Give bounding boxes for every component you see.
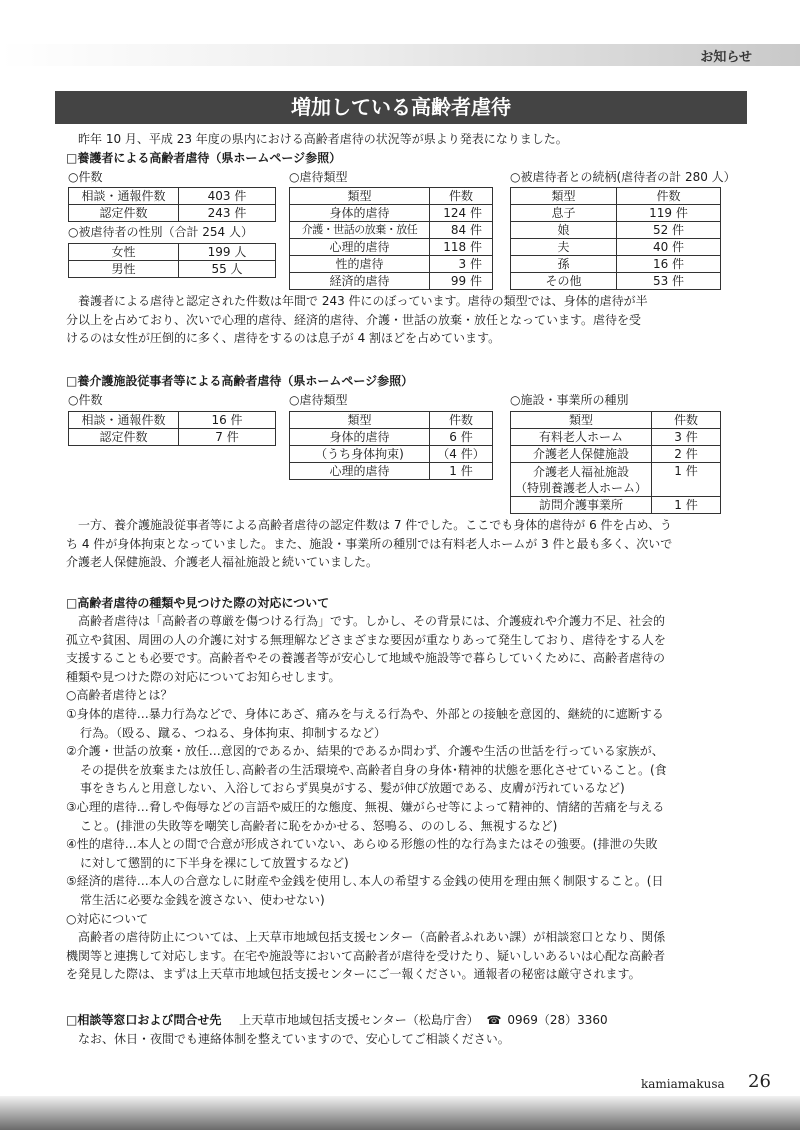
table-row [290, 256, 493, 273]
paragraph-line: けるのは女性が圧倒的に多く、虐待をするのは息子が 4 割ほどを占めています。 [66, 331, 501, 346]
cell: 16 件 [179, 412, 276, 429]
cell [511, 463, 652, 497]
cell: 3 件 [652, 429, 721, 446]
body-line: 常生活に必要な金銭を渡さない、使わせない) [80, 892, 325, 907]
cell: 訪問介護事業所 [511, 497, 652, 514]
header-cell: 件数 [652, 412, 721, 429]
body-line: に対して懲罰的に下半身を裸にして放置するなど) [80, 855, 349, 870]
body-line: ②介護・世話の放棄・放任…意図的であるか、結果的であるか問わず、介護や生活の世話を行っている家族が、 [66, 744, 664, 759]
cell: 認定件数 [69, 429, 179, 446]
section1-heading: □養護者による高齢者虐待（県ホームページ参照） [66, 151, 342, 165]
body-line: 機関等と連携して対応します。在宅や施設等において高齢者が虐待を受けたり、疑いしいあるいは心配な高齢者 [66, 948, 666, 963]
cell: 性的虐待 [290, 256, 430, 273]
cell: 心理的虐待 [290, 463, 430, 480]
table-row [511, 463, 721, 497]
paragraph-line: 養護者による虐待と認定された件数は年間で 243 件にのぼっています。虐待の類型では、身体的虐待が半 [66, 294, 648, 308]
intro-text: 昨年 10 月、平成 23 年度の県内における高齢者虐待の状況等が県より発表になりました。 [66, 132, 568, 146]
cell: 3 件 [430, 256, 493, 273]
cell: 199 人 [179, 244, 276, 261]
cell: 99 件 [430, 273, 493, 290]
body-line: 孤立や貧困、周囲の人の介護に対する無理解などさまざまな要因が重なりあって発生しており、虐待をする人を [66, 632, 666, 647]
cell: 403 件 [179, 188, 276, 205]
body-line: ①身体的虐待…暴力行為などで、身体にあざ、痛みを与える行為や、外部との接触を意図的、継続的に遮断する [66, 706, 664, 721]
s2-type-label: ○虐待類型 [289, 393, 348, 407]
contact-line [66, 1010, 608, 1030]
cell: 介護老人保健施設 [511, 446, 652, 463]
cell: 相談・通報件数 [69, 188, 179, 205]
cell: 有料老人ホーム [511, 429, 652, 446]
cell: 相談・通報件数 [69, 412, 179, 429]
table-row [69, 412, 276, 429]
table-row [290, 188, 493, 205]
cell-line: 介護老人福祉施設 [533, 464, 630, 479]
header-cell: 件数 [430, 188, 493, 205]
table-row [290, 429, 493, 446]
s1-count-table [68, 187, 276, 222]
cell: 2 件 [652, 446, 721, 463]
body-line: 支援することも必要です。高齢者やその養護者等が安心して地域や施設等で暮らしていくために、高齢者虐待の [66, 651, 666, 666]
cell: 16 件 [617, 256, 721, 273]
s2-count-label: ○件数 [68, 393, 103, 407]
table-row [69, 188, 276, 205]
cell: 1 件 [652, 497, 721, 514]
cell: 1 件 [652, 463, 721, 497]
table-row [290, 273, 493, 290]
table-row [511, 205, 721, 222]
cell: 55 人 [179, 261, 276, 278]
header-cell: 件数 [430, 412, 493, 429]
page-number: 26 [748, 1071, 771, 1092]
table-row [511, 222, 721, 239]
s1-count-label: ○件数 [68, 170, 103, 184]
header-cell: 類型 [290, 412, 430, 429]
body-line: こと。(排泄の失敗等を嘲笑し高齢者に恥をかかせる、怒鳴る、ののしる、無視するなど) [80, 818, 558, 833]
cell: （4 件） [430, 446, 493, 463]
table-row [69, 429, 276, 446]
body-line: 種類や見つけた際の対応についてお知らせします。 [66, 669, 341, 684]
table-row [290, 222, 493, 239]
table-row [290, 446, 493, 463]
cell: 243 件 [179, 205, 276, 222]
header-cell: 類型 [290, 188, 430, 205]
cell: 84 件 [430, 222, 493, 239]
s1-paragraph [66, 292, 648, 348]
table-row [511, 429, 721, 446]
cell-line: （特別養護老人ホーム） [515, 480, 648, 495]
cell: 6 件 [430, 429, 493, 446]
s2-type-table [289, 411, 493, 480]
s3-body [66, 612, 667, 984]
body-line: 事をきちんと用意しない、入浴しておらず異臭がする、髪が伸び放題である、皮膚が汚れているなど) [80, 781, 625, 796]
cell: 40 件 [617, 239, 721, 256]
body-line: 行為。（殴る、蹴る、つねる、身体拘束、抑制するなど） [80, 725, 387, 740]
header-cell: 類型 [511, 188, 617, 205]
cell: 息子 [511, 205, 617, 222]
cell: 119 件 [617, 205, 721, 222]
header-band [0, 44, 800, 66]
cell: 心理的虐待 [290, 239, 430, 256]
body-line: 高齢者虐待は「高齢者の尊厳を傷つける行為」です。しかし、その背景には、介護疲れや介護力不足、社会的 [66, 614, 666, 628]
s1-type-table [289, 187, 493, 290]
section3-heading: □高齢者虐待の種類や見つけた際の対応について [66, 596, 330, 610]
cell: 介護・世話の放棄・放任 [290, 222, 430, 239]
contact-phone: 0969（28）3360 [507, 1013, 608, 1027]
body-line: ③心理的虐待…脅しや侮辱などの言語や威圧的な態度、無視、嫌がらせ等によって精神的、情緒的苦痛を与える [66, 799, 665, 814]
table-row [511, 239, 721, 256]
cell: 男性 [69, 261, 179, 278]
table-row [290, 239, 493, 256]
s2-fac-table [510, 411, 721, 514]
cell: 孫 [511, 256, 617, 273]
body-line: その提供を放棄または放任し､高齢者の生活環境や､高齢者自身の身体･精神的状態を悪化させていること。(食 [80, 762, 667, 777]
phone-icon: ☎ [486, 1013, 502, 1027]
paragraph-line: 介護老人保健施設、介護老人福祉施設と続いていました。 [66, 555, 379, 570]
body-line: ④性的虐待…本人との間で合意が形成されていない、あらゆる形態の性的な行為またはその強要。(排泄の失敗 [66, 837, 658, 852]
table-row [511, 412, 721, 429]
contact-org: 上天草市地域包括支援センター（松島庁舎） [239, 1013, 479, 1027]
body-line: ○対応について [66, 911, 149, 926]
cell: 夫 [511, 239, 617, 256]
table-row [511, 446, 721, 463]
cell: 124 件 [430, 205, 493, 222]
cell: 53 件 [617, 273, 721, 290]
section2-heading: □養介護施設従事者等による高齢者虐待（県ホームページ参照） [66, 374, 414, 388]
cell: その他 [511, 273, 617, 290]
table-row [290, 412, 493, 429]
contact-heading: □相談等窓口および問合せ先 [66, 1013, 222, 1027]
s1-gender-label: ○被虐待者の性別（合計 254 人） [68, 225, 254, 239]
body-line: を発見した際は、まずは上天草市地域包括支援センターにご一報ください。通報者の秘密は厳守されます。 [66, 967, 641, 982]
table-row [511, 273, 721, 290]
cell: 女性 [69, 244, 179, 261]
footer-band [0, 1096, 800, 1130]
paragraph-line: 分以上を占めており、次いで心理的虐待、経済的虐待、介護・世話の放棄・放任となっています。虐待を受 [66, 312, 642, 327]
header-cell: 件数 [617, 188, 721, 205]
contact-note: なお、休日・夜間でも連絡体制を整えていますので、安心してご相談ください。 [66, 1032, 510, 1046]
table-row [290, 463, 493, 480]
s2-fac-label: ○施設・事業所の種別 [510, 393, 629, 407]
s2-count-table [68, 411, 276, 446]
table-row [511, 188, 721, 205]
body-line: 高齢者の虐待防止については、上天草市地域包括支援センター（高齢者ふれあい課）が相談窓口となり、関係 [66, 930, 666, 945]
cell: 認定件数 [69, 205, 179, 222]
table-row [69, 244, 276, 261]
table-row [290, 205, 493, 222]
body-line: ○高齢者虐待とは？ [66, 688, 173, 703]
body-line: ⑤経済的虐待…本人の合意なしに財産や金銭を使用し､本人の希望する金銭の使用を理由無く制限すること。(日 [66, 874, 664, 889]
s1-type-label: ○虐待類型 [289, 170, 348, 184]
cell: 経済的虐待 [290, 273, 430, 290]
s1-gender-table [68, 243, 276, 278]
table-row [511, 497, 721, 514]
s2-paragraph [66, 516, 672, 572]
footer-site: kamiamakusa [641, 1077, 725, 1091]
paragraph-line: 一方、養介護施設従事者等による高齢者虐待の認定件数は 7 件でした。ここでも身体的虐待が 6 件を占め、う [66, 518, 673, 532]
cell: 身体的虐待 [290, 429, 430, 446]
section-label: お知らせ [700, 50, 752, 65]
table-row [69, 205, 276, 222]
cell: 身体的虐待 [290, 205, 430, 222]
cell: 娘 [511, 222, 617, 239]
s1-rel-label: ○被虐待者との続柄(虐待者の計 280 人） [510, 170, 736, 184]
table-row [511, 256, 721, 273]
cell: （うち身体拘束) [290, 446, 430, 463]
paragraph-line: ち 4 件が身体拘束となっていました。また、施設・事業所の種別では有料老人ホームが 3 件と最も多く、次いで [66, 536, 673, 551]
s1-rel-table [510, 187, 721, 290]
cell: 7 件 [179, 429, 276, 446]
cell: 52 件 [617, 222, 721, 239]
page-title: 増加している高齢者虐待 [55, 91, 747, 124]
table-row [69, 261, 276, 278]
header-cell: 類型 [511, 412, 652, 429]
cell: 118 件 [430, 239, 493, 256]
cell: 1 件 [430, 463, 493, 480]
